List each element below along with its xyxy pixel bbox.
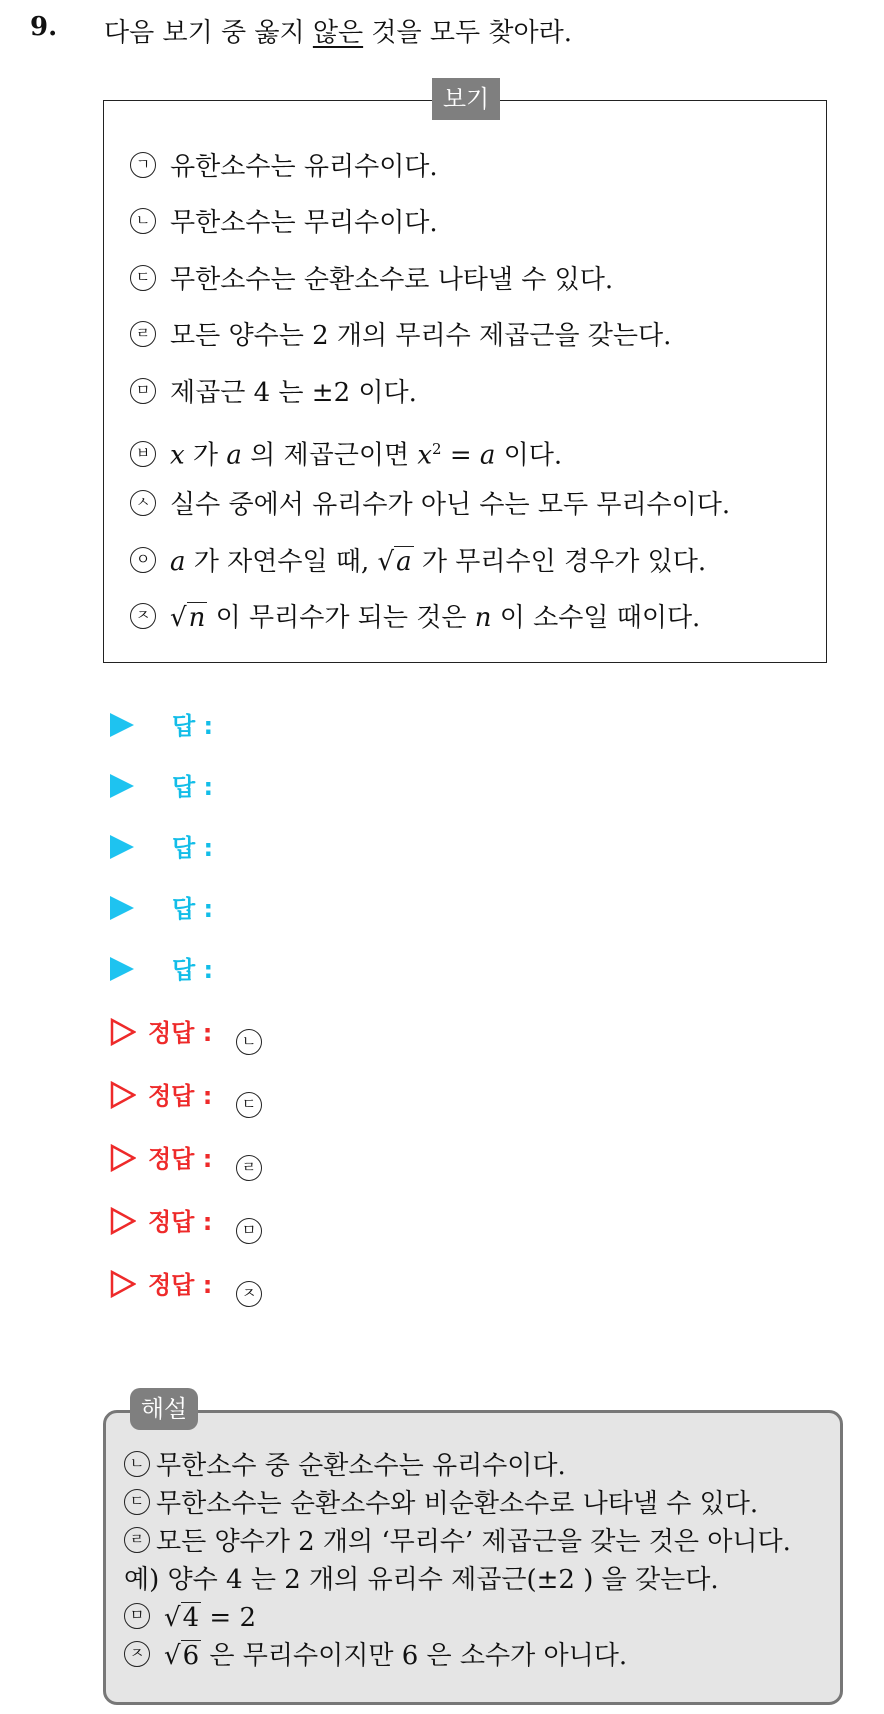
- answer-mark: ㅁ: [236, 1218, 262, 1244]
- item-mark: ㄱ: [130, 152, 156, 178]
- math-superscript: 2: [432, 440, 442, 458]
- sqrt-sign-icon: √: [377, 547, 395, 577]
- correct-label: 정답 :: [148, 1019, 213, 1047]
- explanation-line: [124, 1561, 719, 1599]
- sqrt-sign-icon: √: [164, 1641, 181, 1671]
- answer-mark: ㅈ: [236, 1281, 262, 1307]
- outline-triangle-icon: [110, 1207, 136, 1235]
- item-text: 무한소수는 무리수이다.: [170, 208, 438, 238]
- play-triangle-icon: [110, 835, 134, 859]
- explanation-text: 무한소수는 순환소수와 비순환소수로 나타낼 수 있다.: [156, 1489, 759, 1519]
- explanation-mark: ㄷ: [124, 1489, 150, 1515]
- explanation-mark: ㅁ: [124, 1603, 150, 1629]
- bogi-label: 보기: [432, 78, 500, 120]
- correct-label: 정답 :: [148, 1145, 213, 1173]
- outline-triangle-icon: [110, 1270, 136, 1298]
- explanation-text: 무한소수 중 순환소수는 유리수이다.: [156, 1451, 566, 1481]
- correct-answer-row: [110, 1013, 257, 1053]
- answer-row[interactable]: [110, 889, 214, 929]
- math-equals: =: [441, 440, 480, 471]
- bogi-item: [130, 203, 438, 243]
- explanation-line: [124, 1523, 791, 1561]
- answer-label: 답 :: [172, 956, 214, 984]
- math-var: x: [170, 440, 185, 471]
- answer-row[interactable]: [110, 950, 214, 990]
- question-text-part1: 다음 보기 중 옳지: [104, 18, 313, 48]
- play-triangle-icon: [110, 774, 134, 798]
- sqrt-argument: n: [188, 603, 206, 633]
- sqrt-expression: [378, 542, 414, 582]
- answer-mark: ㄴ: [236, 1029, 262, 1055]
- explanation-line: [124, 1447, 566, 1485]
- bogi-item: [130, 373, 417, 413]
- question-text: [104, 12, 572, 49]
- item-mark: ㄷ: [130, 265, 156, 291]
- sqrt-expression: [170, 598, 207, 638]
- explanation-text: 모든 양수가 2 개의 ‘무리수’ 제곱근을 갖는 것은 아니다.: [156, 1527, 791, 1557]
- answer-mark: ㄷ: [236, 1092, 262, 1118]
- item-text: 유한소수는 유리수이다.: [170, 152, 438, 182]
- question-text-part2: 것을 모두 찾아라.: [363, 18, 572, 48]
- sqrt-argument: a: [396, 547, 412, 577]
- sqrt-sign-icon: √: [164, 1603, 181, 1633]
- answer-row[interactable]: [110, 767, 214, 807]
- item-mark: ㅈ: [130, 603, 156, 629]
- bogi-item: [130, 542, 706, 582]
- play-triangle-icon: [110, 713, 134, 737]
- bogi-item: [130, 147, 438, 187]
- outline-triangle-icon: [110, 1018, 136, 1046]
- outline-triangle-icon: [110, 1144, 136, 1172]
- sqrt-argument: 6: [182, 1641, 200, 1671]
- correct-answer-row: [110, 1076, 257, 1116]
- math-var: a: [226, 440, 242, 471]
- correct-answer-row: [110, 1139, 257, 1179]
- bogi-item: [130, 260, 613, 300]
- item-text: 실수 중에서 유리수가 아닌 수는 모두 무리수이다.: [170, 490, 731, 520]
- correct-answer-row: [110, 1202, 257, 1242]
- correct-value: [236, 1084, 262, 1124]
- answer-row[interactable]: [110, 828, 214, 868]
- math-var: n: [474, 603, 492, 633]
- item-text: 이다.: [495, 440, 563, 471]
- sqrt-expression: [164, 1599, 201, 1637]
- correct-value: [236, 1021, 262, 1061]
- explanation-mark: ㄴ: [124, 1451, 150, 1477]
- answer-mark: ㄹ: [236, 1155, 262, 1181]
- outline-triangle-icon: [110, 1081, 136, 1109]
- item-text: 가 무리수인 경우가 있다.: [413, 547, 707, 577]
- sqrt-argument: 4: [182, 1603, 200, 1633]
- explanation-label: 해설: [130, 1388, 198, 1430]
- item-mark: ㅂ: [130, 441, 156, 467]
- explanation-mark: ㄹ: [124, 1527, 150, 1553]
- correct-value: [236, 1273, 262, 1313]
- explanation-text: 예) 양수 4 는 2 개의 유리수 제곱근(±2 ) 을 갖는다.: [124, 1565, 719, 1595]
- sqrt-expression: [164, 1637, 201, 1675]
- item-text: 이 무리수가 되는 것은: [207, 603, 475, 633]
- play-triangle-icon: [110, 957, 134, 981]
- question-underlined-word: 않은: [312, 18, 364, 48]
- answer-label: 답 :: [172, 895, 214, 923]
- answer-label: 답 :: [172, 834, 214, 862]
- answer-label: 답 :: [172, 712, 214, 740]
- correct-value: [236, 1147, 262, 1187]
- item-text: 모든 양수는 2 개의 무리수 제곱근을 갖는다.: [170, 321, 672, 351]
- correct-label: 정답 :: [148, 1082, 213, 1110]
- item-text: 이 소수일 때이다.: [491, 603, 701, 633]
- play-triangle-icon: [110, 896, 134, 920]
- bogi-item: [130, 316, 671, 356]
- item-text: 제곱근 4 는 ±2 이다.: [170, 378, 417, 408]
- bogi-item: [130, 429, 562, 469]
- correct-answer-row: [110, 1265, 257, 1305]
- question-number: 9.: [30, 12, 58, 42]
- explanation-mark: ㅈ: [124, 1641, 150, 1667]
- explanation-line: [124, 1637, 627, 1675]
- explanation-line: [124, 1485, 758, 1523]
- sqrt-sign-icon: √: [170, 603, 187, 633]
- correct-value: [236, 1210, 262, 1250]
- item-text: 가 자연수일 때,: [185, 547, 378, 577]
- item-mark: ㅇ: [130, 547, 156, 573]
- math-var: x: [417, 440, 433, 471]
- answer-label: 답 :: [172, 773, 214, 801]
- item-text: 무한소수는 순환소수로 나타낼 수 있다.: [170, 265, 614, 295]
- explanation-text: = 2: [201, 1603, 256, 1633]
- correct-label: 정답 :: [148, 1271, 213, 1299]
- item-text: 가: [184, 440, 227, 471]
- explanation-line: [124, 1599, 256, 1637]
- item-mark: ㄹ: [130, 321, 156, 347]
- math-var: a: [170, 547, 186, 577]
- bogi-item: [130, 485, 730, 525]
- item-mark: ㄴ: [130, 208, 156, 234]
- correct-label: 정답 :: [148, 1208, 213, 1236]
- bogi-item: [130, 598, 700, 638]
- answer-row[interactable]: [110, 706, 214, 746]
- math-var: a: [479, 440, 496, 471]
- item-mark: ㅅ: [130, 490, 156, 516]
- item-mark: ㅁ: [130, 378, 156, 404]
- item-text: 의 제곱근이면: [241, 440, 418, 471]
- explanation-text: 은 무리수이지만 6 은 소수가 아니다.: [201, 1641, 628, 1671]
